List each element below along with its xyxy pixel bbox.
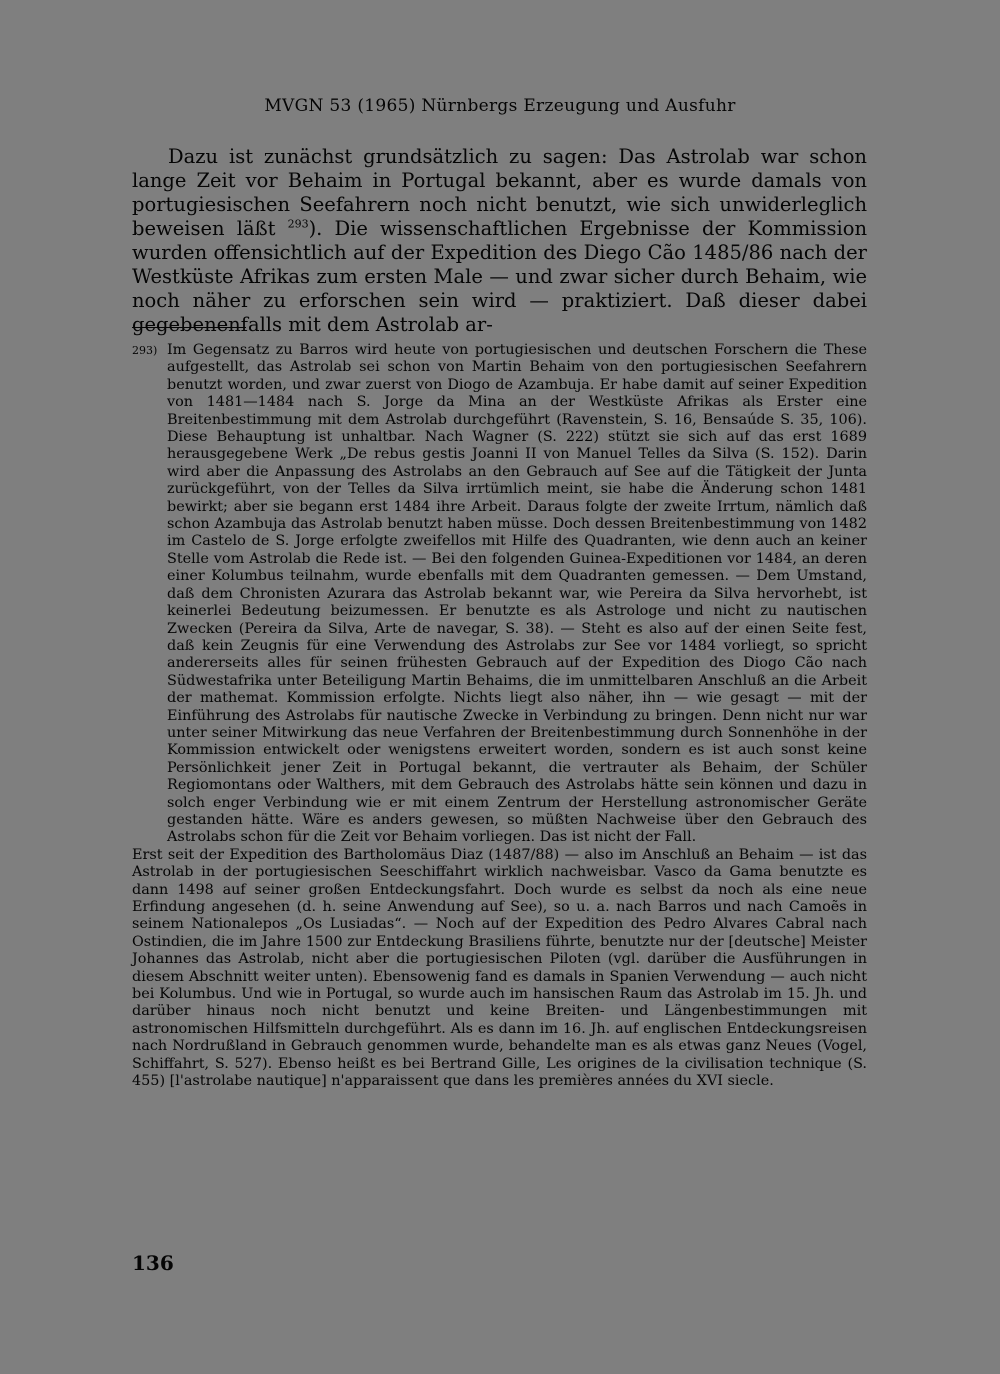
main-text bbox=[132, 145, 867, 337]
footnote-divider bbox=[132, 327, 246, 328]
page-number: 136 bbox=[132, 1251, 174, 1275]
running-header: MVGN 53 (1965) Nürnbergs Erzeugung und Ausfuhr bbox=[264, 96, 736, 116]
main-text-after-ref: ). Die wissenschaftlichen Ergebnisse der Kommission wurden offensichtlich auf der Expedition des Diego Cão 1485/86 nach der Westküste Afrikas zum ersten Male — und zwar sicher durch Behaim, wie noch näher zu erforschen sein wird — praktiziert. Daß dieser dabei gegebenenfalls mit dem Astrolab ar- bbox=[132, 217, 867, 336]
footnote-paragraph-1 bbox=[132, 342, 867, 847]
footnote-reference: 293 bbox=[287, 217, 309, 231]
footnote-paragraph-2: Erst seit der Expedition des Bartholomäus Diaz (1487/88) — also im Anschluß an Behaim — ist das Astrolab in der portugiesischen Seeschiffahrt wirklich nachweisbar. Vasco da Gama benutzte es dann 1498 auf seiner großen Entdeckungsfahrt. Doch wurde es selbst da noch als eine neue Erfindung angesehen (d. h. seine Anwendung auf See), so u. a. nach Barros und nach Camoẽs in seinem Nationalepos „Os Lusiadas“. — Noch auf der Expedition des Pedro Alvares Cabral nach Ostindien, die im Jahre 1500 zur Entdeckung Brasiliens führte, benutzte nur der [deutsche] Meister Johannes das Astrolab, nicht aber die portugiesischen Piloten (vgl. darüber die Ausführungen in diesem Abschnitt weiter unten). Ebensowenig fand es damals in Spanien Verwendung — auch nicht bei Kolumbus. Und wie in Portugal, so wurde auch im hansischen Raum das Astrolab im 15. Jh. und darüber hinaus noch nicht benutzt und keine Breiten- und Längenbestimmungen mit astronomischen Hilfsmitteln durchgeführt. Als es dann im 16. Jh. auf englischen Entdeckungsreisen nach Nordrußland in Gebrauch genommen wurde, behandelte man es als etwas ganz Neues (Vogel, Schiffahrt, S. 527). Ebenso heißt es bei Bertrand Gille, Les origines de la civilisation technique (S. 455) [l'astrolabe nautique] n'apparaissent que dans les premières années du XVI siecle. bbox=[132, 846, 867, 1090]
footnote-marker: 293) bbox=[132, 344, 158, 357]
footnote-text-1: Im Gegensatz zu Barros wird heute von portugiesischen und deutschen Forschern die These aufgestellt, das Astrolab sei schon von Martin Behaim von den portugiesischen Seefahrern benutzt worden, und zwar zuerst von Diogo de Azambuja. Er habe damit auf seiner Expedition von 1481—1484 nach S. Jorge da Mina an der Westküste Afrikas als Erster eine Breitenbestimmung mit dem Astrolab durchgeführt (Ravenstein, S. 16, Bensaúde S. 35, 106). Diese Behauptung ist unhaltbar. Nach Wagner (S. 222) stützt sie sich auf das erst 1689 herausgegebene Werk „De rebus gestis Joanni II von Manuel Telles da Silva (S. 152). Darin wird aber die Anpassung des Astrolabs an den Gebrauch auf See auf die Tätigkeit der Junta zurückgeführt, von der Telles da Silva irrtümlich meint, sie habe die Änderung schon 1481 bewirkt; aber sie begann erst 1484 ihre Arbeit. Daraus folgte der zweite Irrtum, nämlich daß schon Azambuja das Astrolab benutzt haben müsse. Doch dessen Breitenbestimmung von 1482 im Castelo de S. Jorge erfolgte zweifellos mit Hilfe des Quadranten, wie denn auch an keiner Stelle vom Astrolab die Rede ist. — Bei den folgenden Guinea-Expeditionen vor 1484, an deren einer Kolumbus teilnahm, wurde ebenfalls mit dem Quadranten gemessen. — Dem Umstand, daß dem Chronisten Azurara das Astrolab bekannt war, wie Pereira da Silva hervorhebt, ist keinerlei Bedeutung beizumessen. Er benutzte es als Astrologe und nicht zu nautischen Zwecken (Pereira da Silva, Arte de navegar, S. 38). — Steht es also auf der einen Seite fest, daß kein Zeugnis für eine Verwendung des Astrolabs zur See vor 1484 vorliegt, so spricht andererseits alles für seinen frühesten Gebrauch auf der Expedition des Diogo Cão nach Südwestafrika unter Beteiligung Martin Behaims, die im unmittelbaren Anschluß an die Arbeit der mathemat. Kommission erfolgte. Nichts liegt also näher, ihn — wie gesagt — mit der Einführung des Astrolabs für nautische Zwecke in Verbindung zu bringen. Denn nicht nur war unter seiner Mitwirkung das neue Verfahren der Breitenbestimmung durch Sonnenhöhe in der Kommission entwickelt oder wenigstens erweitert worden, sondern es ist auch sonst keine Persönlichkeit jener Zeit in Portugal bekannt, die vertrauter als Behaim, der Schüler Regiomontans oder Walthers, mit dem Gebrauch des Astrolabs hätte sein können und dazu in solch enger Verbindung wie er mit einem Zentrum der Herstellung astronomischer Geräte gestanden hätte. Wäre es anders gewesen, so müßten Nachweise über den Gebrauch des Astrolabs schon für die Zeit vor Behaim vorliegen. Das ist nicht der Fall. bbox=[167, 342, 867, 846]
main-paragraph bbox=[132, 145, 867, 337]
footnote bbox=[132, 342, 867, 1090]
main-text-before-ref: Dazu ist zunächst grundsätzlich zu sagen: Das Astrolab war schon lange Zeit vor Behaim in Portugal bekannt, aber es wurde damals von portugiesischen Seefahrern noch nicht benutzt, wie sich unwiderleglich beweisen läßt bbox=[132, 145, 867, 240]
